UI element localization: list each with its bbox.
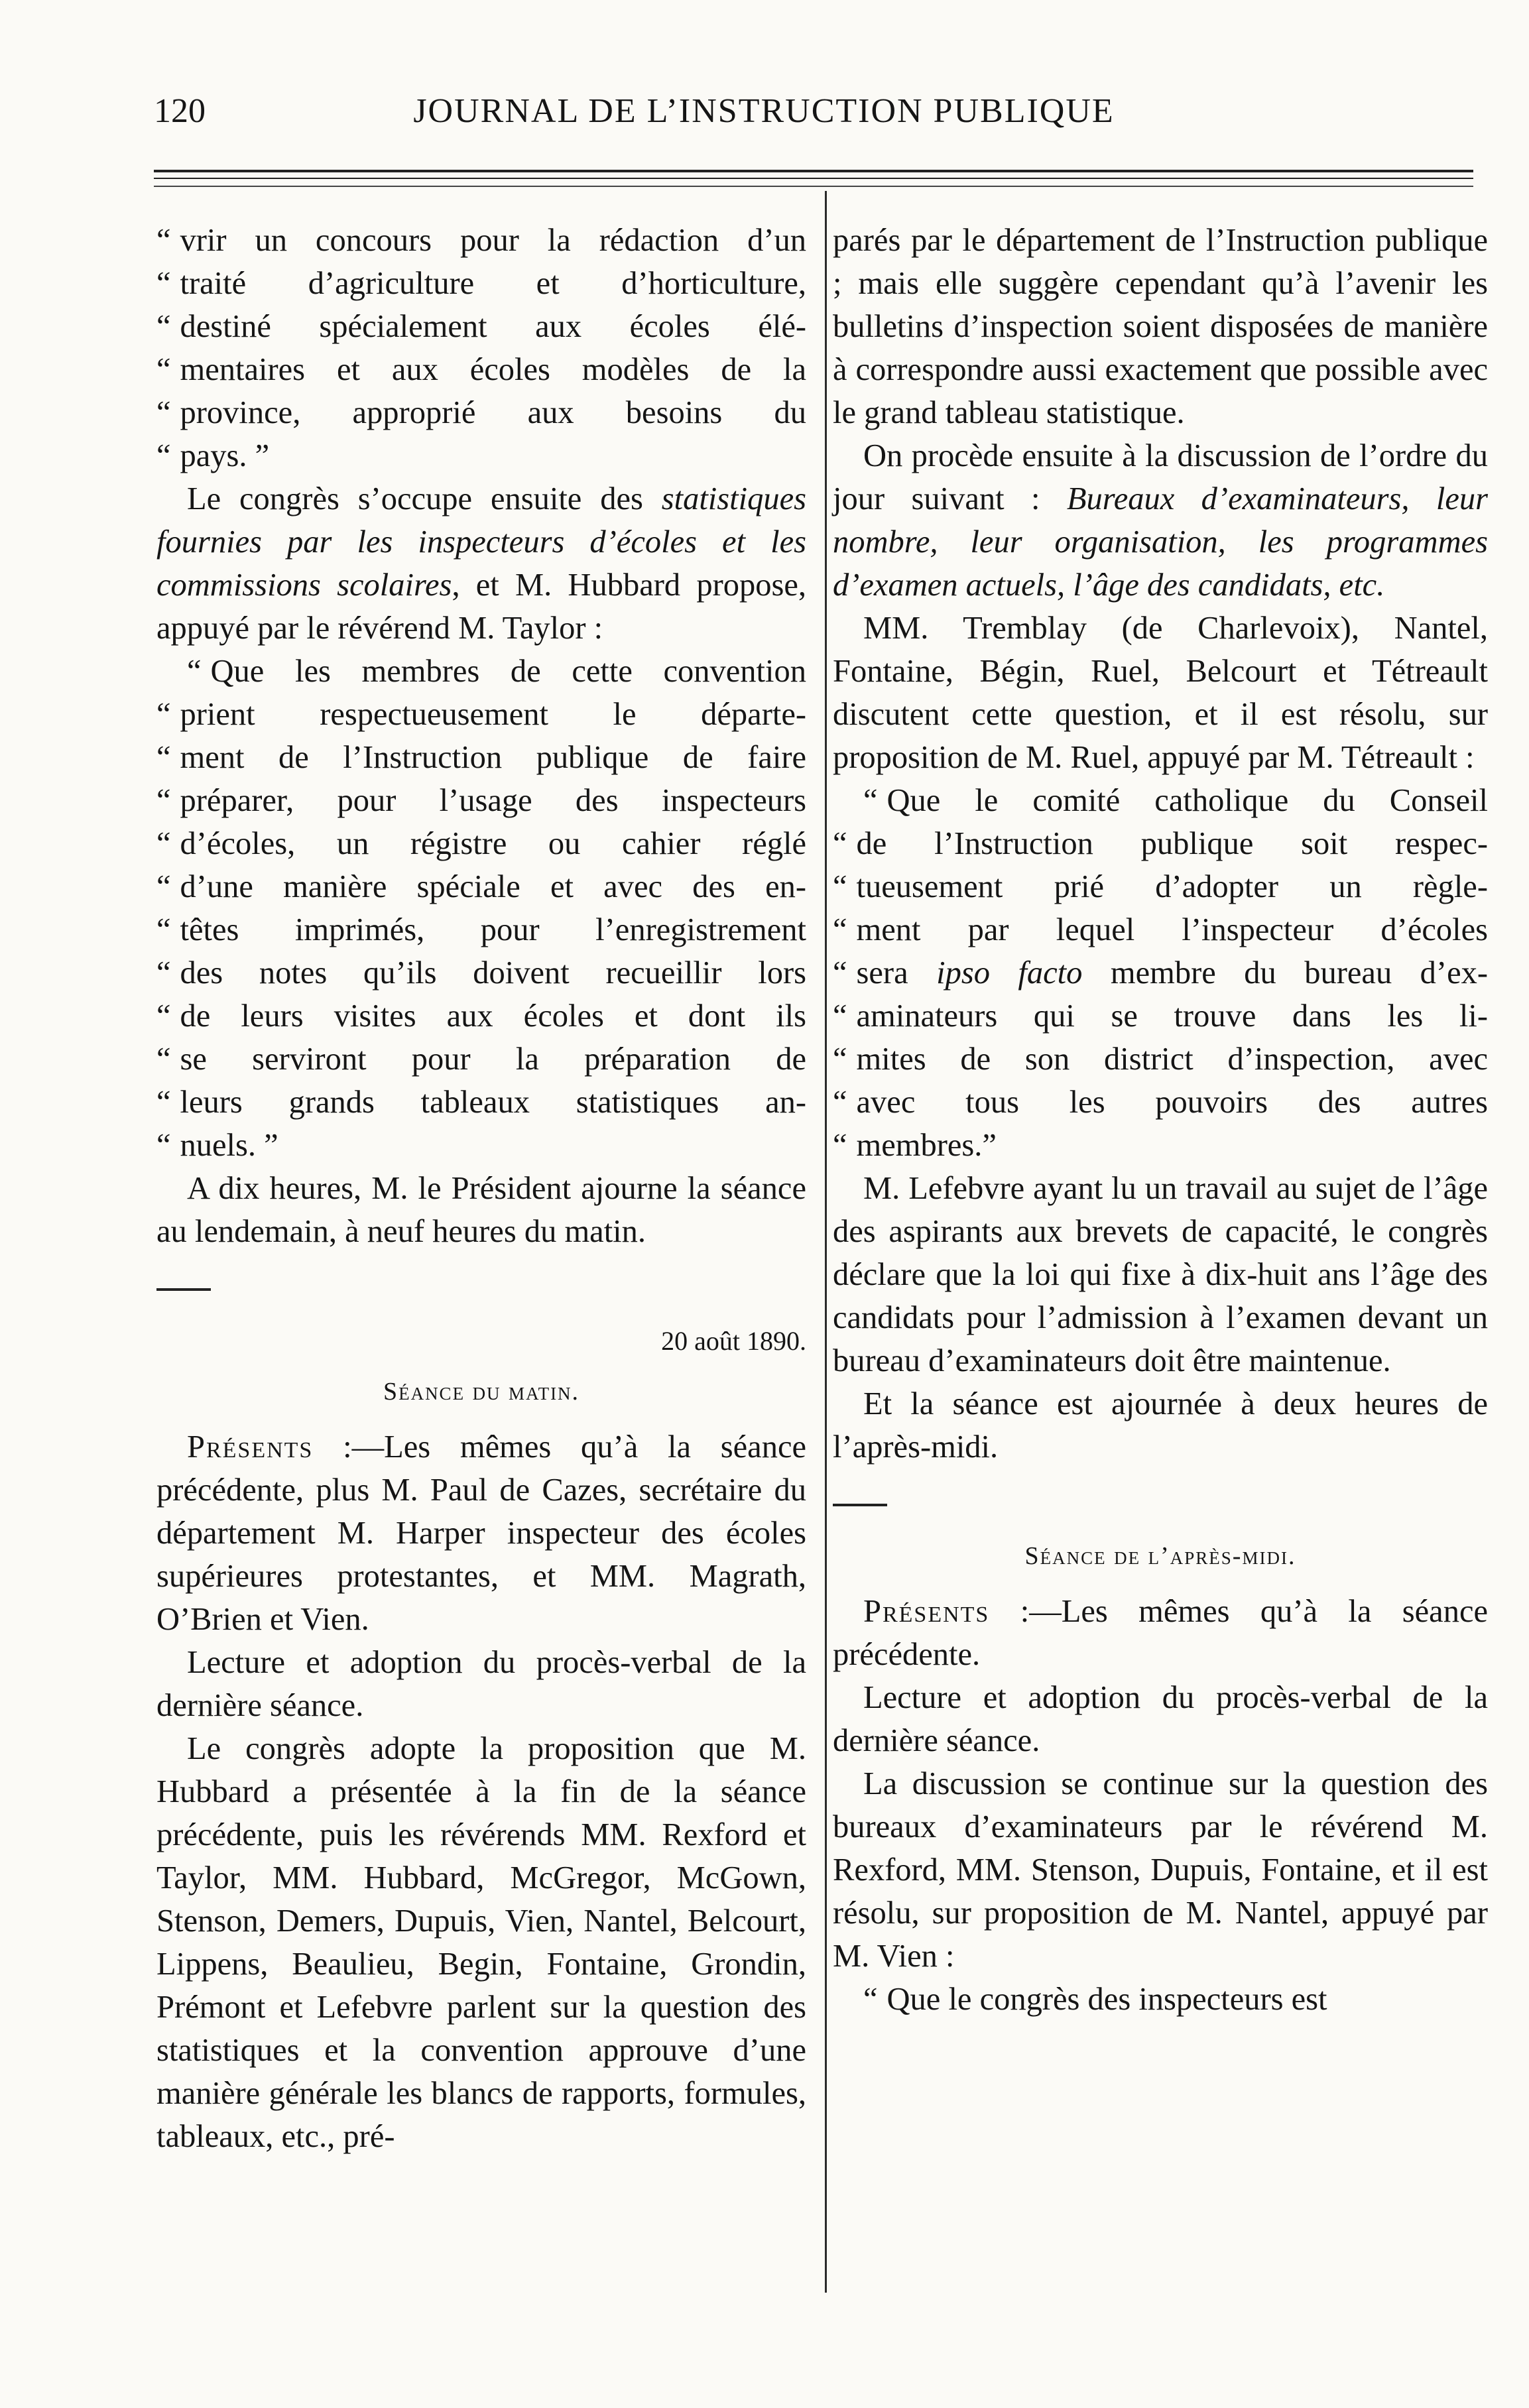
quote-mark: “ (156, 955, 171, 991)
quote-line (833, 908, 1488, 951)
paragraph: La discussion se continue sur la question des bureaux d’examinateurs par le révérend M. Rexford, MM. Stenson, Dupuis, Fontaine, et il est résolu, sur proposition de M. Nantel, appuyé par M. Vien : (833, 1766, 1488, 1974)
paragraph (833, 434, 1488, 607)
quote-text: des notes qu’ils doivent recueillir lors (180, 955, 806, 991)
italic-text: Bureaux d’examinateurs, leur nombre, leur organisation, les programmes d’examen actuels, l’âge des candidats, etc. (833, 481, 1489, 603)
page-header (154, 91, 1440, 145)
quote-line (833, 951, 1488, 994)
quote-mark: “ (863, 1982, 878, 2017)
quote-block (156, 650, 806, 1167)
quote-text: province, approprié aux besoins du (180, 395, 806, 430)
quote-text: préparer, pour l’usage des inspecteurs (180, 783, 806, 818)
column-divider (825, 191, 827, 2293)
quote-mark: “ (156, 395, 171, 430)
quote-text: avec tous les pouvoirs des autres (856, 1085, 1488, 1120)
paragraph-text: Que le congrès des inspecteurs est (887, 1982, 1327, 2017)
paragraph-text: Le congrès s’occupe ensuite des (187, 481, 662, 516)
quote-text: nuels. ” (180, 1128, 278, 1163)
quote-mark: “ (833, 912, 847, 947)
quote-text: aminateurs qui se trouve dans les li- (856, 998, 1488, 1034)
header-rule (154, 170, 1473, 172)
quote-mark: “ (187, 654, 202, 689)
quote-mark: “ (833, 826, 847, 861)
quote-mark: “ (156, 309, 171, 344)
paragraph: M. Lefebvre ayant lu un travail au sujet de l’âge des aspirants aux brevets de capacité, le congrès déclare que la loi qui fixe à dix-huit ans l’âge des candidats pour l’admission à l’examen devant un bureau d’examinateurs doit être maintenue. (833, 1171, 1488, 1378)
quote-text: sera (856, 955, 937, 991)
quote-mark: “ (833, 998, 847, 1034)
date-line: 20 août 1890. (661, 1326, 806, 1356)
quote-text: d’une manière spéciale et avec des en- (180, 869, 806, 904)
quote-line (156, 951, 806, 994)
quote-line (833, 865, 1488, 908)
quote-line (156, 305, 806, 348)
quote-line (156, 736, 806, 779)
section-separator (833, 1486, 1488, 1519)
quote-mark: “ (156, 740, 171, 775)
quote-text: membre du bureau d’ex- (1082, 955, 1488, 991)
quote-text: Que le comité catholique du Conseil (887, 783, 1488, 818)
quote-text: ment par lequel l’inspecteur d’écoles (856, 912, 1488, 947)
paragraph (833, 1590, 1488, 1676)
quote-mark: “ (156, 1085, 171, 1120)
quote-line (156, 822, 806, 865)
quote-line (156, 219, 806, 262)
quote-mark: “ (156, 869, 171, 904)
paragraph-text: On procède ensuite à la discussion de l’ordre du jour suivant : (833, 438, 1488, 516)
quote-text: pays. ” (180, 438, 270, 473)
page-number: 120 (154, 92, 206, 130)
quote-line (156, 994, 806, 1038)
quote-line (156, 348, 806, 391)
header-rule (154, 178, 1473, 179)
paragraph (156, 1425, 806, 1641)
quote-line (156, 650, 806, 693)
quote-line (156, 1081, 806, 1124)
quote-line (833, 1038, 1488, 1081)
quote-line (156, 693, 806, 736)
quote-line (833, 1081, 1488, 1124)
section-heading: Séance de l’après-midi. (1024, 1542, 1296, 1570)
paragraph: Et la séance est ajournée à deux heures de l’après-midi. (833, 1386, 1488, 1465)
quote-line (833, 1124, 1488, 1167)
quote-mark: “ (156, 438, 171, 473)
quote-block (156, 219, 806, 477)
quote-text: têtes imprimés, pour l’enregistrement (180, 912, 806, 947)
presents-label: Présents (863, 1594, 990, 1629)
paragraph: Lecture et adoption du procès-verbal de la dernière séance. (833, 1680, 1488, 1758)
italic-text: ipso facto (936, 955, 1083, 991)
quote-text: prient respectueusement le départe- (180, 697, 806, 732)
quote-mark: “ (156, 1128, 171, 1163)
quote-line (833, 779, 1488, 822)
paragraph-text: :—Les mêmes qu’à la séance précédente, plus M. Paul de Cazes, secrétaire du département M. Harper inspecteur des écoles supérieures protestantes, et MM. Magrath, O’Brien et Vien. (156, 1429, 806, 1637)
quote-text: de l’Instruction publique soit respec- (856, 826, 1488, 861)
paragraph: parés par le département de l’Instruction publique ; mais elle suggère cependant qu’à l’avenir les bulletins d’inspection soient disposées de manière à correspondre aussi exactement que possible avec le grand tableau statistique. (833, 223, 1488, 430)
quote-line (156, 434, 806, 477)
paragraph (833, 1978, 1488, 2021)
quote-line (156, 262, 806, 305)
quote-mark: “ (833, 1042, 847, 1077)
presents-label: Présents (187, 1429, 314, 1465)
quote-mark: “ (156, 223, 171, 258)
quote-line (156, 779, 806, 822)
quote-line (833, 822, 1488, 865)
quote-mark: “ (156, 352, 171, 387)
paragraph-text: , et M. Hubbard propose, appuyé par le révérend M. Taylor : (156, 568, 806, 646)
quote-mark: “ (156, 826, 171, 861)
paragraph (156, 477, 806, 650)
paragraph: Lecture et adoption du procès-verbal de la dernière séance. (156, 1645, 806, 1723)
paragraph: A dix heures, M. le Président ajourne la séance au lendemain, à neuf heures du matin. (156, 1171, 806, 1249)
quote-line (156, 391, 806, 434)
quote-line (156, 1124, 806, 1167)
quote-text: de leurs visites aux écoles et dont ils (180, 998, 806, 1034)
quote-mark: “ (156, 266, 171, 301)
quote-line (156, 908, 806, 951)
quote-text: tueusement prié d’adopter un règle- (856, 869, 1488, 904)
quote-text: ment de l’Instruction publique de faire (180, 740, 806, 775)
paragraph-text: :—Les mêmes qu’à la séance précédente. (833, 1594, 1488, 1672)
quote-text: se serviront pour la préparation de (180, 1042, 806, 1077)
quote-mark: “ (833, 869, 847, 904)
header-rule (154, 186, 1473, 187)
quote-line (156, 1038, 806, 1081)
left-column (156, 219, 806, 2158)
separator-rule (833, 1504, 887, 1506)
quote-mark: “ (833, 955, 847, 991)
quote-mark: “ (156, 912, 171, 947)
separator-rule (156, 1288, 211, 1291)
italic-text: statistiques fournies par les inspecteurs d’écoles et les commissions scolaires (156, 481, 806, 603)
quote-text: traité d’agriculture et d’horticulture, (180, 266, 806, 301)
quote-mark: “ (156, 1042, 171, 1077)
right-column (833, 219, 1488, 2021)
quote-line (156, 865, 806, 908)
quote-block (833, 779, 1488, 1167)
running-title: JOURNAL DE L’INSTRUCTION PUBLIQUE (413, 92, 1115, 130)
quote-text: Que les membres de cette convention (210, 654, 806, 689)
quote-text: mites de son district d’inspection, avec (856, 1042, 1488, 1077)
paragraph: MM. Tremblay (de Charlevoix), Nantel, Fontaine, Bégin, Ruel, Belcourt et Tétreault discutent cette question, et il est résolu, sur proposition de M. Ruel, appuyé par M. Tétreault : (833, 611, 1488, 775)
quote-mark: “ (863, 783, 878, 818)
section-heading: Séance du matin. (383, 1378, 580, 1406)
quote-text: membres.” (856, 1128, 997, 1163)
quote-text: vrir un concours pour la rédaction d’un (180, 223, 806, 258)
quote-mark: “ (833, 1128, 847, 1163)
quote-mark: “ (833, 1085, 847, 1120)
quote-mark: “ (156, 998, 171, 1034)
quote-line (833, 994, 1488, 1038)
quote-mark: “ (156, 697, 171, 732)
quote-text: d’écoles, un régistre ou cahier réglé (180, 826, 806, 861)
paragraph: Le congrès adopte la proposition que M. Hubbard a présentée à la fin de la séance précédente, puis les révérends MM. Rexford et Taylor, MM. Hubbard, McGregor, McGown, Stenson, Demers, Dupuis, Vien, Nantel, Belcourt, Lippens, Beaulieu, Begin, Fontaine, Grondin, Prémont et Lefebvre parlent sur la question des statistiques et la convention approuve d’une manière générale les blancs de rapports, formules, tableaux, etc., pré- (156, 1731, 806, 2154)
quote-text: mentaires et aux écoles modèles de la (180, 352, 806, 387)
section-separator (156, 1270, 806, 1303)
quote-text: leurs grands tableaux statistiques an- (180, 1085, 806, 1120)
quote-mark: “ (156, 783, 171, 818)
quote-text: destiné spécialement aux écoles élé- (180, 309, 806, 344)
